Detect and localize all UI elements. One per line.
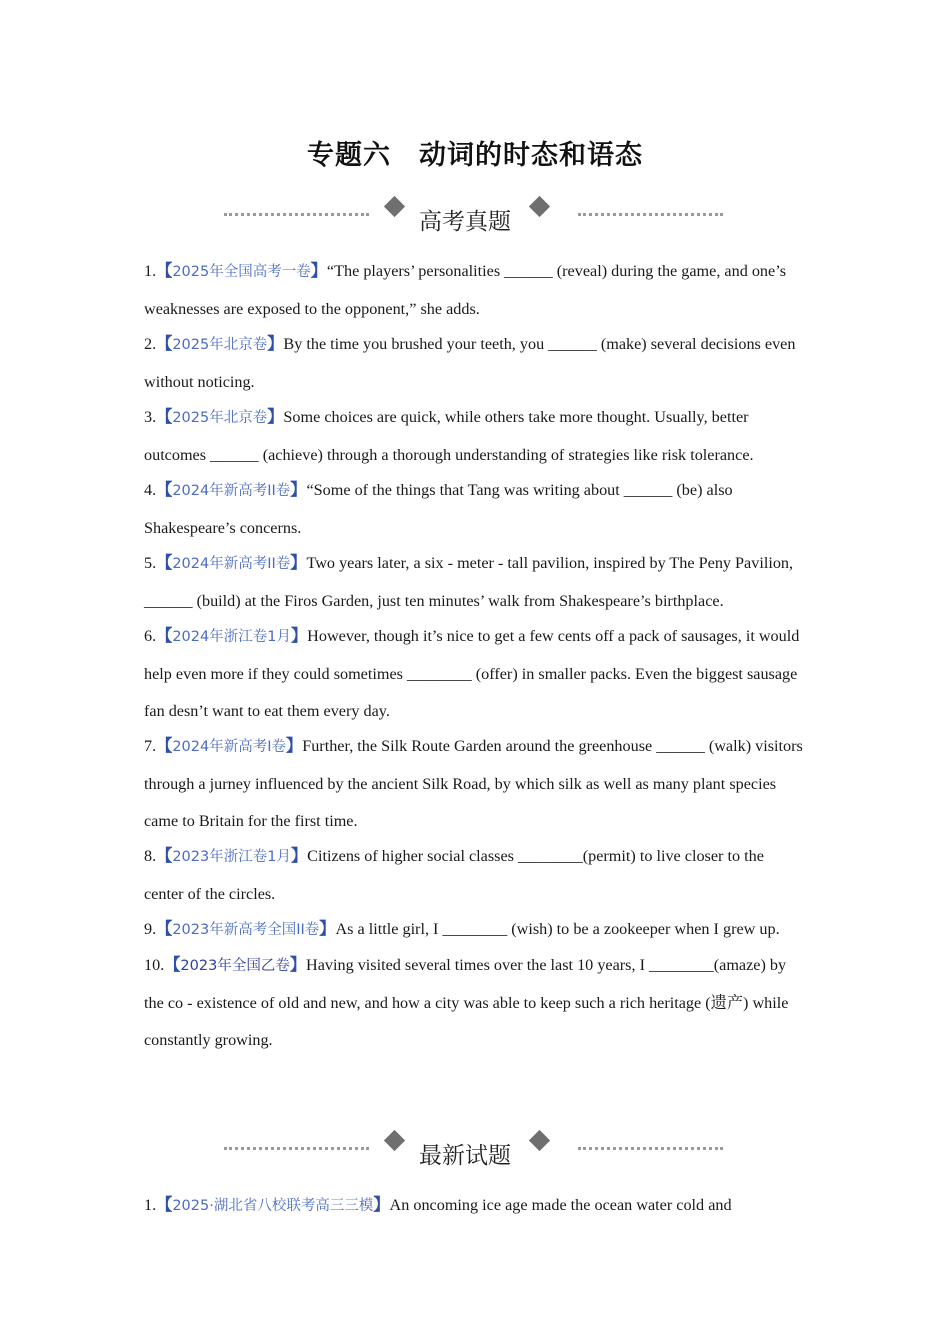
- dotted-divider-left: [224, 1147, 369, 1150]
- section-header-gaokao: [0, 193, 950, 237]
- question-item: [144, 1187, 806, 1225]
- question-text: An oncoming ice age made the ocean water cold and: [389, 1196, 732, 1214]
- question-item: [144, 911, 806, 949]
- question-item: [144, 947, 806, 1059]
- question-number: 5.: [144, 554, 157, 572]
- question-source: 【2025年北京卷】: [156, 408, 284, 426]
- question-number: 8.: [144, 847, 157, 865]
- question-source: 【2023年新高考全国II卷】: [156, 920, 336, 938]
- question-number: 4.: [144, 481, 157, 499]
- section-label: 高考真题: [419, 209, 511, 235]
- question-number: 3.: [144, 408, 157, 426]
- question-list-gaokao: [144, 253, 806, 1057]
- question-text: However, though it’s nice to get a few cents off a pack of sausages, it would help even more if they could sometimes ________ (offer) in smaller packs. Even the biggest sausage fan desn’t want to eat them every day.: [144, 627, 800, 720]
- page-title: 专题六 动词的时态和语态: [307, 140, 643, 171]
- question-number: 2.: [144, 335, 157, 353]
- question-item: [144, 472, 806, 547]
- question-number: 7.: [144, 737, 157, 755]
- question-source: 【2024年浙江卷1月】: [156, 627, 308, 645]
- question-item: [144, 399, 806, 474]
- question-source: 【2025年全国高考一卷】: [156, 262, 327, 280]
- question-item: [144, 326, 806, 401]
- diamond-icon: [529, 196, 550, 217]
- question-item: [144, 728, 806, 840]
- question-number: 1.: [144, 262, 157, 280]
- dotted-divider-right: [578, 213, 723, 216]
- question-item: [144, 618, 806, 730]
- dotted-divider-right: [578, 1147, 723, 1150]
- question-text: “The players’ personalities ______ (reveal) during the game, and one’s weaknesses are exposed to the opponent,” she adds.: [144, 262, 787, 318]
- question-source: 【2024年新高考I卷】: [156, 737, 303, 755]
- question-source: 【2024年新高考II卷】: [156, 481, 307, 499]
- question-number: 1.: [144, 1196, 157, 1214]
- question-text: As a little girl, I ________ (wish) to be a zookeeper when I grew up.: [335, 920, 780, 938]
- section-label: 最新试题: [419, 1143, 511, 1169]
- question-text: Some choices are quick, while others take more thought. Usually, better outcomes ______ (achieve) through a thorough understanding of strategies like risk tolerance.: [144, 408, 754, 464]
- question-text: Citizens of higher social classes ________(permit) to live closer to the center of the circles.: [144, 847, 764, 903]
- question-source: 【2024年新高考II卷】: [156, 554, 307, 572]
- question-number: 9.: [144, 920, 157, 938]
- diamond-icon: [529, 1130, 550, 1151]
- question-source: 【2025·湖北省八校联考高三三模】: [156, 1196, 390, 1214]
- question-number: 6.: [144, 627, 157, 645]
- question-source: 【2023年浙江卷1月】: [156, 847, 308, 865]
- question-text: Two years later, a six - meter - tall pavilion, inspired by The Peny Pavilion, ______ (build) at the Firos Garden, just ten minutes’ walk from Shakespeare’s birthplace.: [144, 554, 794, 610]
- question-source: 【2023年全国乙卷】: [164, 956, 307, 974]
- question-item: [144, 838, 806, 913]
- question-text: Having visited several times over the last 10 years, I ________(amaze) by the co - existence of old and new, and how a city was able to keep such a rich heritage (遗产) while constantly growing.: [144, 956, 789, 1049]
- question-text: By the time you brushed your teeth, you ______ (make) several decisions even without noticing.: [144, 335, 796, 391]
- question-text: “Some of the things that Tang was writing about ______ (be) also Shakespeare’s concerns.: [144, 481, 733, 537]
- question-text: Further, the Silk Route Garden around the greenhouse ______ (walk) visitors through a jurney influenced by the ancient Silk Road, by which silk as well as many plant species came to Britain for the first time.: [144, 737, 803, 830]
- question-item: [144, 545, 806, 620]
- question-source: 【2025年北京卷】: [156, 335, 284, 353]
- section-header-latest: [0, 1127, 950, 1171]
- dotted-divider-left: [224, 213, 369, 216]
- question-list-latest: [144, 1187, 806, 1223]
- question-number: 10.: [144, 956, 165, 974]
- question-item: [144, 253, 806, 328]
